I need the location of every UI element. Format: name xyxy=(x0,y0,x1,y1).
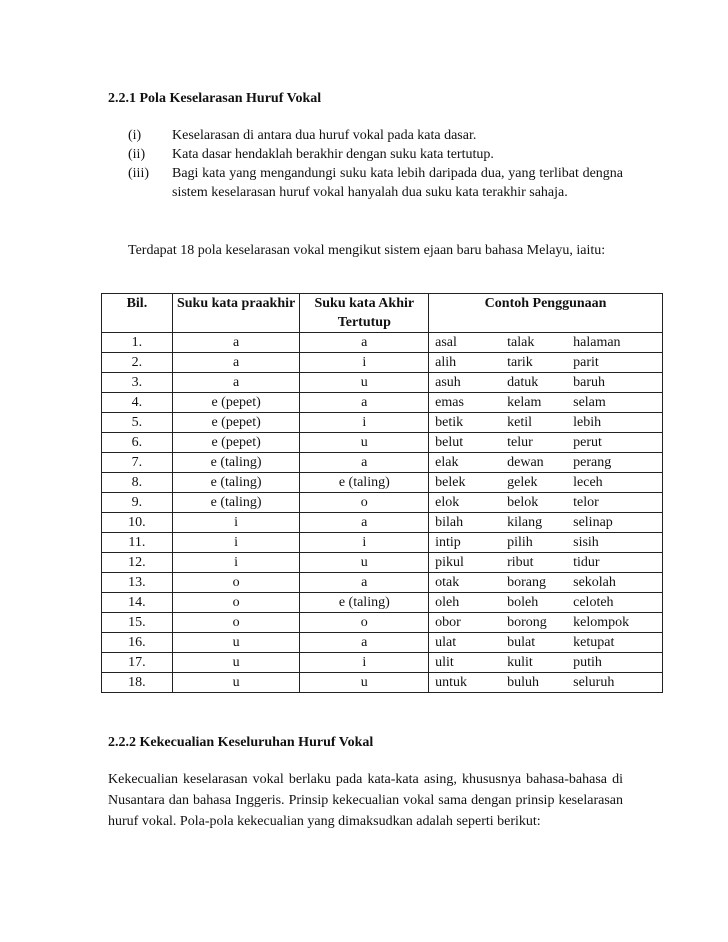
example-word: baruh xyxy=(573,375,606,390)
list-item xyxy=(128,145,623,164)
cell-contoh xyxy=(429,633,663,653)
example-word: celoteh xyxy=(573,595,614,610)
cell-praakhir: u xyxy=(172,633,300,653)
cell-contoh xyxy=(429,653,663,673)
example-word: intip xyxy=(435,535,461,550)
cell-akhir: i xyxy=(300,353,429,373)
cell-contoh xyxy=(429,393,663,413)
example-word: alih xyxy=(435,355,457,370)
example-word: ketil xyxy=(507,415,533,430)
cell-contoh xyxy=(429,513,663,533)
example-word: seluruh xyxy=(573,675,615,690)
header-akhir: Suku kata Akhir Tertutup xyxy=(300,294,429,333)
example-word: elok xyxy=(435,495,460,510)
cell-bil: 9. xyxy=(102,493,173,513)
vowel-pattern-table xyxy=(101,293,663,693)
table-row xyxy=(102,533,663,553)
cell-bil: 15. xyxy=(102,613,173,633)
cell-contoh xyxy=(429,533,663,553)
example-word: boleh xyxy=(507,595,539,610)
cell-bil: 1. xyxy=(102,333,173,353)
cell-bil: 2. xyxy=(102,353,173,373)
cell-praakhir: a xyxy=(172,333,300,353)
example-word: telur xyxy=(507,435,533,450)
table-row xyxy=(102,453,663,473)
example-word: kulit xyxy=(507,655,533,670)
cell-praakhir: i xyxy=(172,513,300,533)
example-word: tidur xyxy=(573,555,600,570)
list-number: (iii) xyxy=(128,166,149,181)
table-row xyxy=(102,553,663,573)
cell-praakhir: i xyxy=(172,553,300,573)
cell-akhir: a xyxy=(300,633,429,653)
example-word: buluh xyxy=(507,675,540,690)
table-row xyxy=(102,633,663,653)
list-item xyxy=(128,126,623,145)
cell-praakhir: u xyxy=(172,673,300,693)
cell-akhir: u xyxy=(300,373,429,393)
table-row xyxy=(102,393,663,413)
header-praakhir: Suku kata praakhir xyxy=(172,294,300,333)
example-word: selinap xyxy=(573,515,613,530)
cell-bil: 16. xyxy=(102,633,173,653)
cell-akhir: u xyxy=(300,673,429,693)
cell-praakhir: a xyxy=(172,353,300,373)
example-word: ulit xyxy=(435,655,454,670)
section-heading-2-2-1: 2.2.1 Pola Keselarasan Huruf Vokal xyxy=(108,91,322,106)
cell-akhir: i xyxy=(300,533,429,553)
example-word: selam xyxy=(573,395,606,410)
example-word: sekolah xyxy=(573,575,616,590)
example-word: perang xyxy=(573,455,612,470)
example-word: bulat xyxy=(507,635,536,650)
table-row xyxy=(102,653,663,673)
example-word: kelompok xyxy=(573,615,630,630)
cell-akhir: a xyxy=(300,453,429,473)
example-word: kilang xyxy=(507,515,543,530)
example-word: ribut xyxy=(507,555,534,570)
cell-bil: 4. xyxy=(102,393,173,413)
list-text: Keselarasan di antara dua huruf vokal pada kata dasar. xyxy=(172,128,477,143)
cell-bil: 7. xyxy=(102,453,173,473)
example-word: telor xyxy=(573,495,599,510)
example-word: lebih xyxy=(573,415,602,430)
example-word: sisih xyxy=(573,535,599,550)
cell-contoh xyxy=(429,553,663,573)
cell-akhir: e (taling) xyxy=(300,593,429,613)
cell-akhir: i xyxy=(300,653,429,673)
example-word: dewan xyxy=(507,455,544,470)
cell-akhir: a xyxy=(300,393,429,413)
example-word: bilah xyxy=(435,515,464,530)
cell-contoh xyxy=(429,353,663,373)
cell-praakhir: o xyxy=(172,613,300,633)
cell-praakhir: o xyxy=(172,593,300,613)
cell-bil: 8. xyxy=(102,473,173,493)
cell-akhir: u xyxy=(300,553,429,573)
cell-bil: 5. xyxy=(102,413,173,433)
table-row xyxy=(102,433,663,453)
cell-praakhir: a xyxy=(172,373,300,393)
header-contoh: Contoh Penggunaan xyxy=(429,294,663,333)
cell-contoh xyxy=(429,673,663,693)
table-row xyxy=(102,373,663,393)
cell-akhir: a xyxy=(300,333,429,353)
example-word: oleh xyxy=(435,595,460,610)
example-word: perut xyxy=(573,435,602,450)
example-word: parit xyxy=(573,355,599,370)
cell-akhir: a xyxy=(300,513,429,533)
exceptions-paragraph: Kekecualian keselarasan vokal berlaku pada kata-kata asing, khususnya bahasa-bahasa di Nusantara dan bahasa Inggeris. Prinsip kekecualian vokal sama dengan prinsip keselarasan huruf vokal. Pola-pola kekecualian yang dimaksudkan adalah seperti berikut: xyxy=(108,772,623,829)
example-word: pikul xyxy=(435,555,464,570)
example-word: borong xyxy=(507,615,547,630)
example-word: ulat xyxy=(435,635,457,650)
list-text: Kata dasar hendaklah berakhir dengan suku kata tertutup. xyxy=(172,147,494,162)
example-word: gelek xyxy=(507,475,538,490)
cell-akhir: a xyxy=(300,573,429,593)
intro-paragraph: Terdapat 18 pola keselarasan vokal mengikut sistem ejaan baru bahasa Melayu, iaitu: xyxy=(128,243,606,258)
cell-praakhir: e (taling) xyxy=(172,493,300,513)
table-row xyxy=(102,593,663,613)
example-word: belut xyxy=(435,435,464,450)
list-number: (i) xyxy=(128,128,142,143)
cell-bil: 18. xyxy=(102,673,173,693)
cell-bil: 11. xyxy=(102,533,173,553)
rules-list xyxy=(128,126,623,202)
example-word: datuk xyxy=(507,375,539,390)
cell-contoh xyxy=(429,373,663,393)
table-row xyxy=(102,473,663,493)
cell-praakhir: o xyxy=(172,573,300,593)
example-word: tarik xyxy=(507,355,533,370)
cell-contoh xyxy=(429,413,663,433)
cell-contoh xyxy=(429,333,663,353)
cell-bil: 13. xyxy=(102,573,173,593)
list-text: Bagi kata yang mengandungi suku kata lebih daripada dua, yang terlibat dengna sistem keselarasan huruf vokal hanyalah dua suku kata terakhir sahaja. xyxy=(172,166,623,200)
list-item xyxy=(128,164,623,202)
cell-bil: 10. xyxy=(102,513,173,533)
table-row xyxy=(102,333,663,353)
example-word: obor xyxy=(435,615,461,630)
table-row xyxy=(102,513,663,533)
cell-contoh xyxy=(429,573,663,593)
table-row xyxy=(102,413,663,433)
cell-contoh xyxy=(429,433,663,453)
cell-praakhir: e (pepet) xyxy=(172,413,300,433)
example-word: asuh xyxy=(435,375,461,390)
cell-contoh xyxy=(429,473,663,493)
table-row xyxy=(102,573,663,593)
example-word: untuk xyxy=(435,675,468,690)
example-word: borang xyxy=(507,575,547,590)
example-word: halaman xyxy=(573,335,621,350)
example-word: ketupat xyxy=(573,635,615,650)
cell-akhir: u xyxy=(300,433,429,453)
table-row xyxy=(102,673,663,693)
example-word: kelam xyxy=(507,395,542,410)
cell-praakhir: e (pepet) xyxy=(172,433,300,453)
cell-akhir: i xyxy=(300,413,429,433)
header-bil: Bil. xyxy=(102,294,173,333)
list-number: (ii) xyxy=(128,147,146,162)
cell-contoh xyxy=(429,613,663,633)
cell-akhir: e (taling) xyxy=(300,473,429,493)
example-word: talak xyxy=(507,335,535,350)
cell-contoh xyxy=(429,493,663,513)
cell-bil: 3. xyxy=(102,373,173,393)
example-word: leceh xyxy=(573,475,603,490)
cell-bil: 12. xyxy=(102,553,173,573)
cell-bil: 17. xyxy=(102,653,173,673)
cell-akhir: o xyxy=(300,613,429,633)
cell-praakhir: e (pepet) xyxy=(172,393,300,413)
example-word: betik xyxy=(435,415,464,430)
cell-contoh xyxy=(429,453,663,473)
example-word: emas xyxy=(435,395,464,410)
cell-praakhir: i xyxy=(172,533,300,553)
table-row xyxy=(102,493,663,513)
example-word: elak xyxy=(435,455,459,470)
table-row xyxy=(102,613,663,633)
example-word: belek xyxy=(435,475,466,490)
example-word: asal xyxy=(435,335,457,350)
cell-praakhir: e (taling) xyxy=(172,453,300,473)
cell-bil: 6. xyxy=(102,433,173,453)
table-row xyxy=(102,353,663,373)
cell-contoh xyxy=(429,593,663,613)
example-word: belok xyxy=(507,495,539,510)
cell-praakhir: e (taling) xyxy=(172,473,300,493)
cell-akhir: o xyxy=(300,493,429,513)
section-heading-2-2-2: 2.2.2 Kekecualian Keseluruhan Huruf Vokal xyxy=(108,735,374,750)
example-word: pilih xyxy=(507,535,533,550)
example-word: otak xyxy=(435,575,460,590)
cell-praakhir: u xyxy=(172,653,300,673)
cell-bil: 14. xyxy=(102,593,173,613)
example-word: putih xyxy=(573,655,602,670)
